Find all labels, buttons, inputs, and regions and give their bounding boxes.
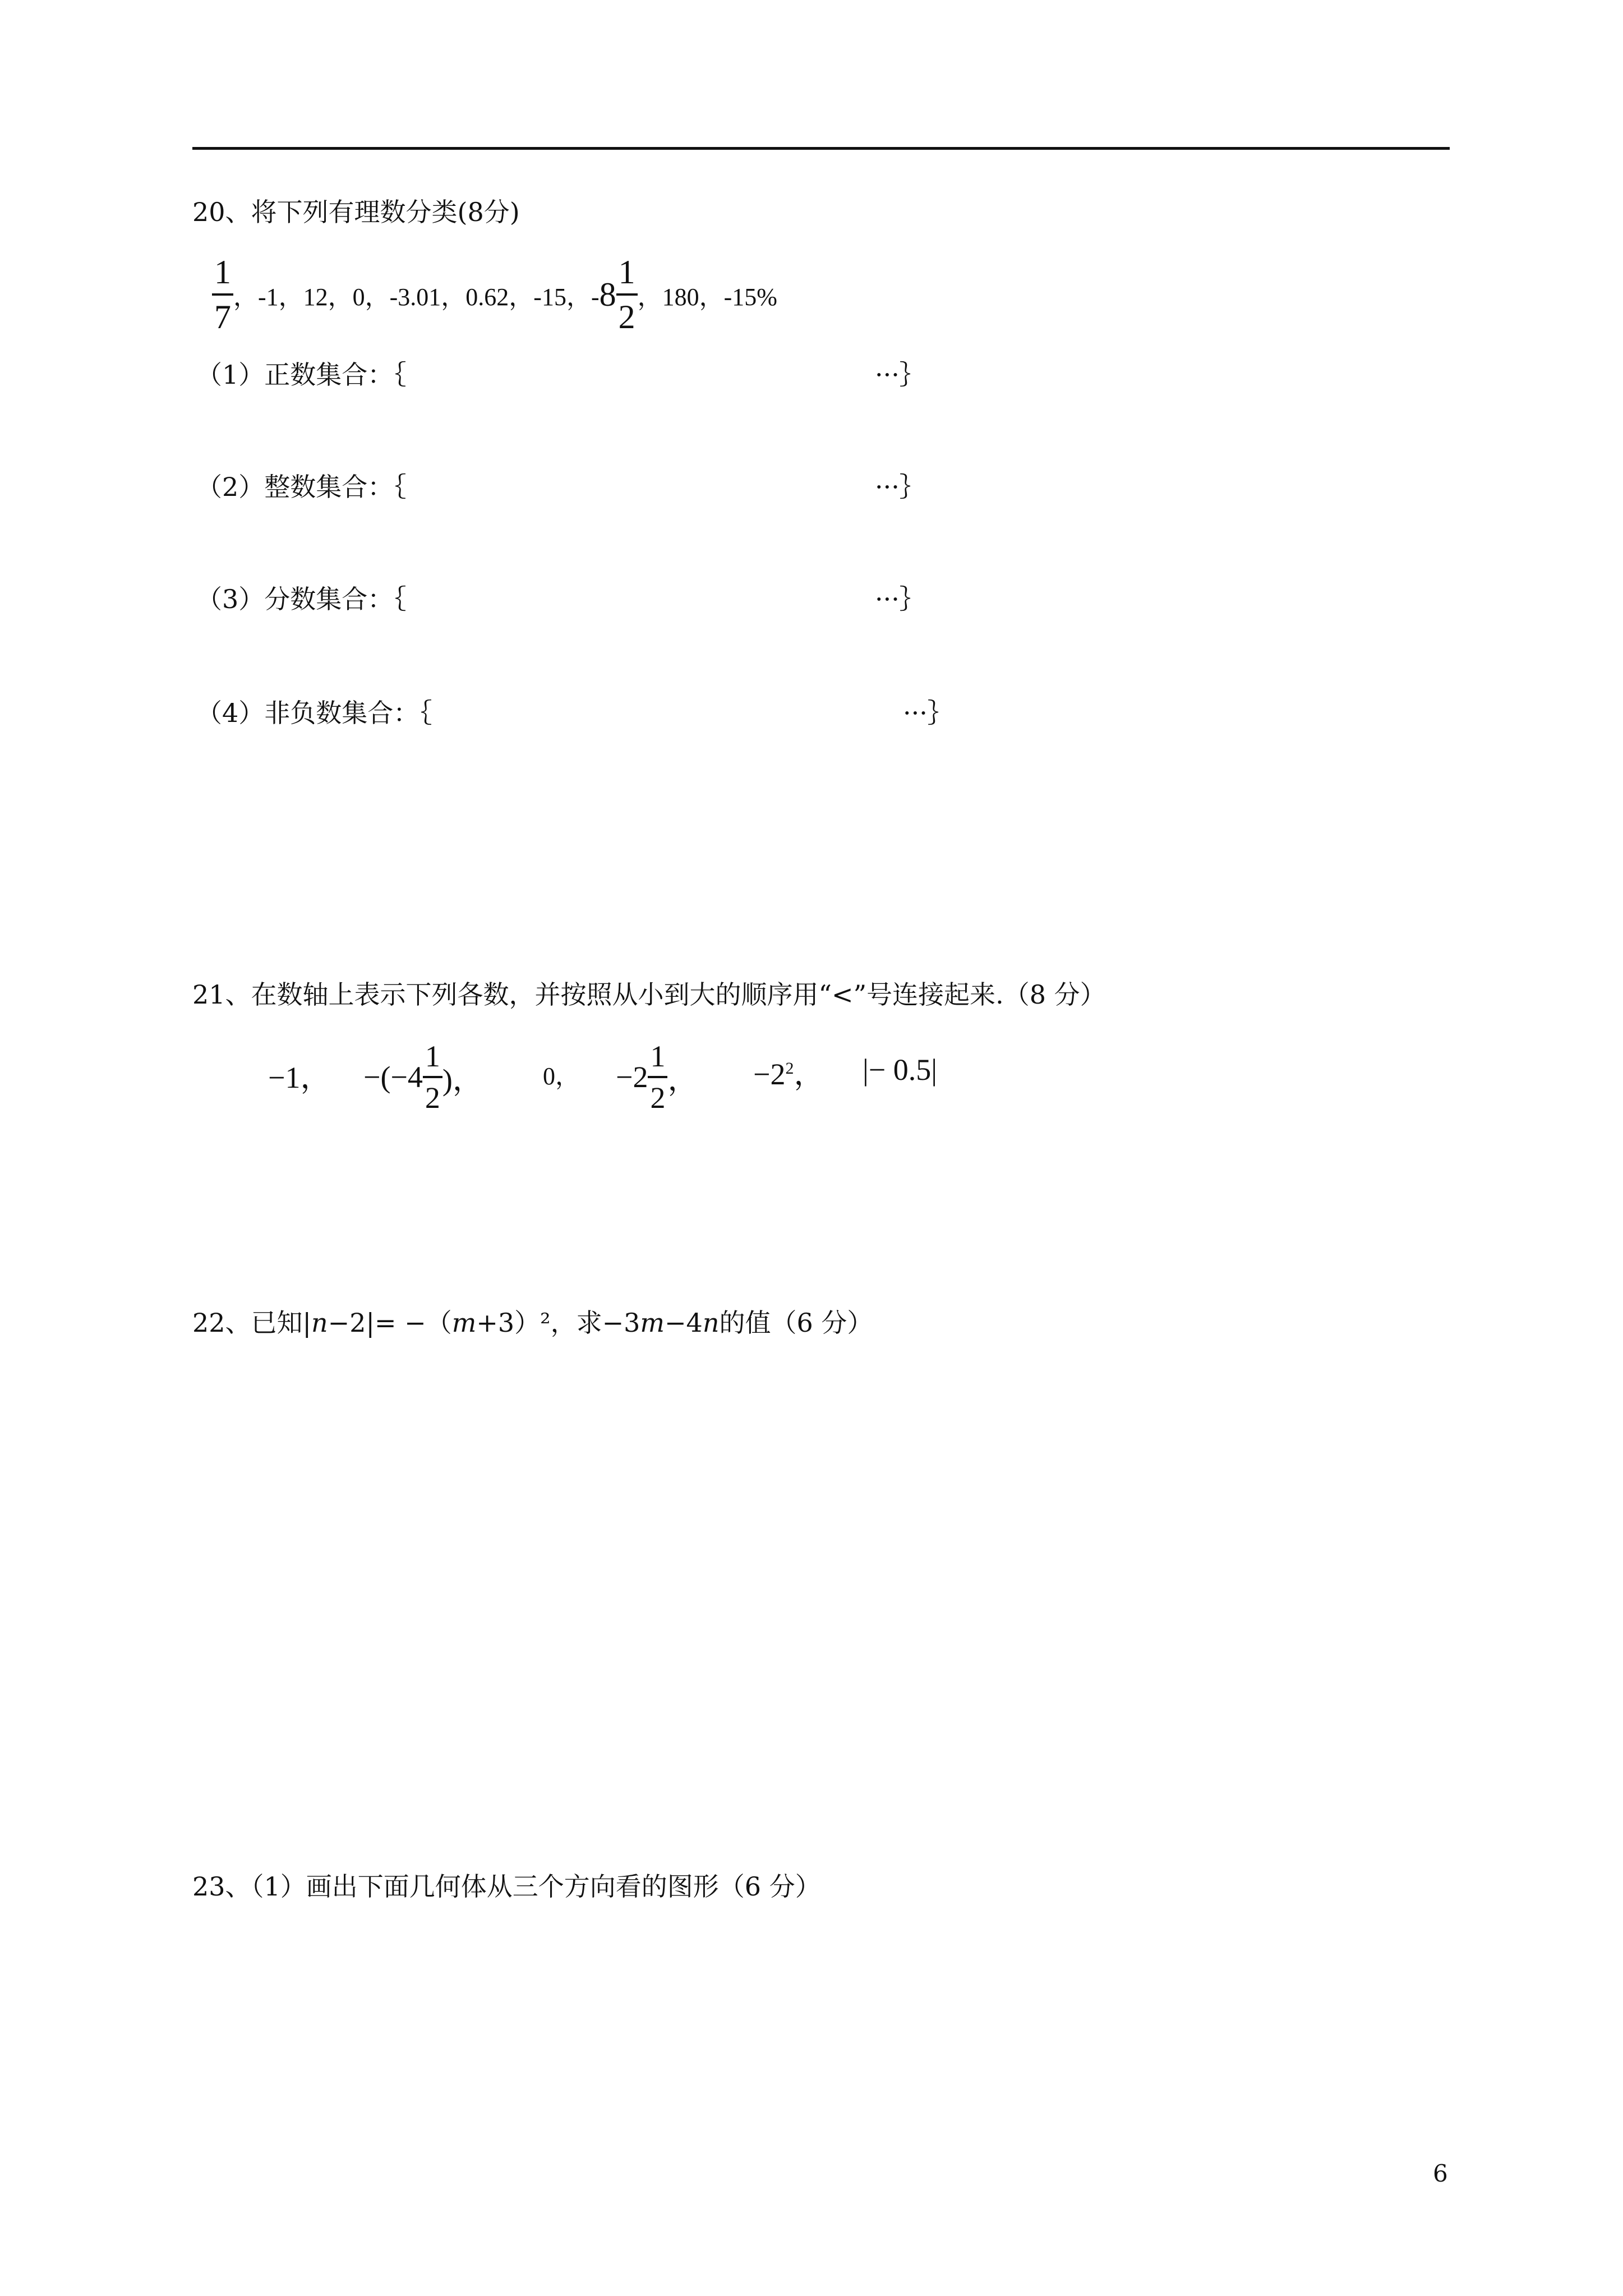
q22-mid-3: −4 xyxy=(665,1308,703,1338)
q22-prefix: 22、已知| xyxy=(192,1308,312,1338)
q21-title: 21、在数轴上表示下列各数，并按照从小到大的顺序用“<”号连接起来.（8 分） xyxy=(192,979,1106,1010)
fraction-denominator: 2 xyxy=(423,1076,442,1113)
set-label-nonnegative: （4）非负数集合：｛ xyxy=(196,698,432,728)
set-end-integer: ···｝ xyxy=(875,472,925,502)
set-label-positive: （1）正数集合：｛ xyxy=(196,360,407,390)
item-neg-neg-four-half xyxy=(363,1038,483,1116)
item-d-suffix: ， xyxy=(667,1062,698,1097)
item-abs-neg-half: |− 0.5| xyxy=(863,1053,938,1087)
item-d-fraction xyxy=(648,1041,667,1113)
q20-title: 20、将下列有理数分类(8分) xyxy=(192,197,520,227)
q22-suffix: 的值（6 分） xyxy=(719,1308,873,1338)
fraction-denominator: 2 xyxy=(616,293,638,334)
item-e-base: −2 xyxy=(753,1057,786,1091)
q22-var-m-2: m xyxy=(640,1308,665,1338)
fraction-numerator: 1 xyxy=(650,1039,666,1073)
item-neg-two-squared xyxy=(753,1050,824,1093)
item-d-prefix: −2 xyxy=(616,1060,648,1094)
set-label-fraction: （3）分数集合：｛ xyxy=(196,584,407,614)
page-number: 6 xyxy=(1433,2160,1448,2187)
fraction-one-seventh xyxy=(212,255,233,334)
item-e-suffix: ， xyxy=(794,1057,824,1091)
header-rule xyxy=(192,147,1450,150)
q22-text xyxy=(192,1310,873,1336)
q22-mid-2: +3）²，求−3 xyxy=(476,1308,640,1338)
item-b-suffix: )， xyxy=(442,1062,483,1097)
set-end-positive: ···｝ xyxy=(875,360,925,390)
fraction-numerator: 1 xyxy=(214,254,231,291)
fraction-denominator: 7 xyxy=(212,293,233,334)
q21-number-list xyxy=(268,1038,963,1122)
set-end-nonnegative: ···｝ xyxy=(903,698,953,728)
fraction-numerator: 1 xyxy=(618,254,635,291)
fraction-denominator: 2 xyxy=(648,1076,667,1113)
item-b-prefix: −(−4 xyxy=(363,1060,423,1094)
item-e-exponent: 2 xyxy=(785,1059,794,1078)
item-b-fraction xyxy=(423,1041,442,1113)
mixed-number-whole: 8 xyxy=(599,275,616,313)
mixed-number-fraction xyxy=(616,255,638,334)
q22-mid-1: −2|= −（ xyxy=(328,1308,452,1338)
set-end-fraction: ···｝ xyxy=(875,584,925,614)
item-neg-two-half xyxy=(616,1038,698,1116)
item-negative-one: −1， xyxy=(268,1061,331,1094)
number-list-part-b: ，180，-15% xyxy=(637,283,777,311)
q22-var-m: m xyxy=(451,1308,477,1338)
q22-var-n-2: n xyxy=(702,1308,720,1338)
item-zero: 0， xyxy=(543,1062,580,1090)
number-list-part-a: ，-1，12，0，-3.01，0.62，-15，- xyxy=(233,283,600,311)
q22-var-n: n xyxy=(311,1308,328,1338)
q20-number-list xyxy=(212,255,777,334)
set-label-integer: （2）整数集合：｛ xyxy=(196,472,407,502)
fraction-numerator: 1 xyxy=(425,1039,440,1073)
q23-title: 23、（1）画出下面几何体从三个方向看的图形（6 分） xyxy=(192,1871,821,1902)
